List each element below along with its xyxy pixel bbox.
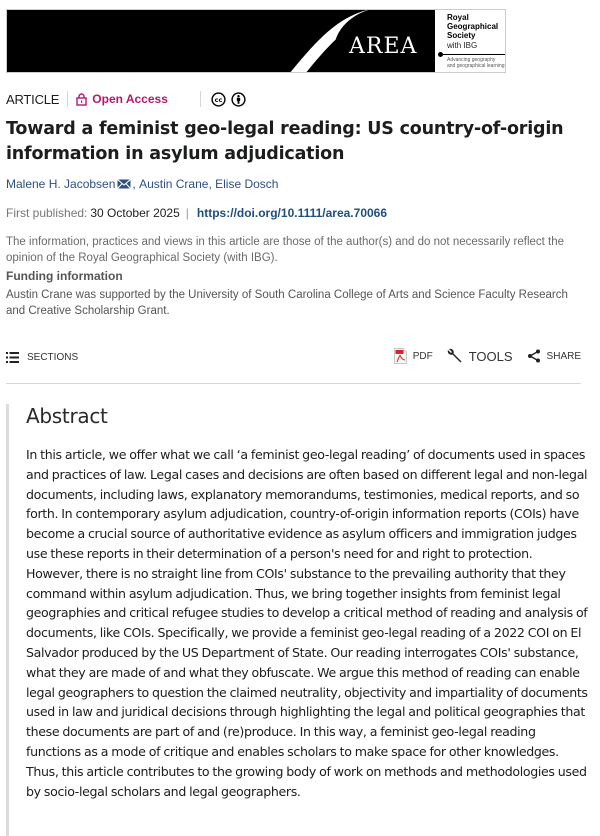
publisher-name-line: Royal — [447, 13, 469, 22]
share-icon — [527, 349, 541, 363]
publisher-name — [447, 13, 506, 40]
divider: | — [185, 206, 189, 220]
share-label: SHARE — [546, 350, 581, 362]
journal-banner[interactable] — [6, 9, 506, 73]
attribution-icon[interactable] — [231, 92, 246, 107]
toolbar-actions — [380, 348, 581, 364]
author-link[interactable]: Elise Dosch — [215, 177, 279, 191]
logo-line — [441, 54, 505, 55]
wrench-icon — [447, 348, 463, 364]
lock-icon — [76, 93, 87, 106]
author-separator: , — [208, 177, 216, 191]
tools-button[interactable] — [447, 348, 513, 364]
author-separator: , — [132, 177, 140, 191]
svg-text:cc: cc — [214, 95, 223, 104]
open-access-badge — [76, 92, 168, 106]
author-list — [6, 177, 278, 191]
pdf-icon — [394, 348, 407, 364]
publisher-suffix: with IBG — [447, 41, 478, 50]
publisher-name-line: Geographical — [447, 22, 499, 31]
abstract-section — [6, 404, 594, 836]
divider — [67, 91, 68, 107]
share-button[interactable] — [527, 349, 581, 363]
publisher-logo — [435, 10, 506, 73]
divider — [200, 91, 201, 107]
banner-swoosh-graphic — [7, 10, 506, 73]
mail-icon[interactable] — [117, 179, 131, 189]
license-icons[interactable] — [211, 92, 246, 107]
article-meta-row — [6, 90, 246, 108]
tools-label: TOOLS — [468, 348, 513, 364]
open-access-label: Open Access — [92, 92, 168, 106]
journal-name: AREA — [349, 34, 418, 59]
doi-link[interactable]: https://doi.org/10.1111/area.70066 — [196, 206, 388, 220]
abstract-text: In this article, we offer what we call ‘a feminist geo-legal reading’ of documents used in spaces and practices of law. Legal cases and decisions are often based on different legal and non-legal documents, including laws, explanatory memorandums, testimonies, medical reports, and so forth. In contemporary asylum adjudication, country-of-origin information reports (COIs) have become a crucial source of authoritative evidence as asylum officers and immigration judges use these reports in their determination of a person's need for and right to protection. However, there is no straight line from COIs' substance to the prevailing authority that they command within asylum adjudication. Thus, we bring together insights from feminist legal geographies and critical refugee studies to develop a critical method of reading and analysis of documents, like COIs. Specifically, we provide a feminist geo-legal reading of a 2022 COI on El Salvador produced by the US Department of State. Our reading interrogates COIs' substance, what they are made of and what they obfuscate. We argue this method of reading can enable legal geographers to question the claimed neutrality, objectivity and impartiality of documents used in law and juridical decisions through highlighting the legal and political geographies that these documents are part of and (re)produce. In this way, a feminist geo-legal reading functions as a mode of critique and enables scholars to make space for other knowledges. Thus, this article contributes to the growing body of work on methods and methodologies used by socio-legal scholars and legal geographers. — [26, 447, 588, 799]
creative-commons-icon[interactable] — [211, 92, 226, 107]
publication-info — [6, 206, 387, 220]
author-link[interactable]: Austin Crane — [139, 177, 209, 191]
first-published-label: First published: — [6, 206, 88, 220]
publisher-name-line: Society — [447, 31, 476, 40]
article-title: Toward a feminist geo-legal reading: US country-of-origin information in asylum adjudication — [6, 119, 564, 164]
funding-text: Austin Crane was supported by the University of South Carolina College of Arts and Science Faculty Research and Creative Scholarship Grant. — [6, 289, 568, 317]
publisher-tagline: Advancing geography and geographical learning — [447, 57, 505, 69]
sections-label: SECTIONS — [27, 352, 79, 363]
author-link[interactable]: Malene H. Jacobsen — [6, 177, 116, 191]
toolbar-divider — [6, 383, 581, 384]
pdf-label: PDF — [412, 350, 433, 362]
funding-heading: Funding information — [6, 269, 123, 283]
article-toolbar — [6, 348, 581, 372]
abstract-heading: Abstract — [26, 404, 108, 428]
sections-button[interactable] — [6, 352, 78, 363]
list-icon — [6, 352, 19, 363]
first-published-date: 30 October 2025 — [90, 206, 180, 220]
article-type: ARTICLE — [6, 91, 60, 107]
pdf-button[interactable] — [394, 348, 433, 364]
disclaimer-text: The information, practices and views in this article are those of the author(s) and do not necessarily reflect the opinion of the Royal Geographical Society (with IBG). — [6, 236, 565, 264]
